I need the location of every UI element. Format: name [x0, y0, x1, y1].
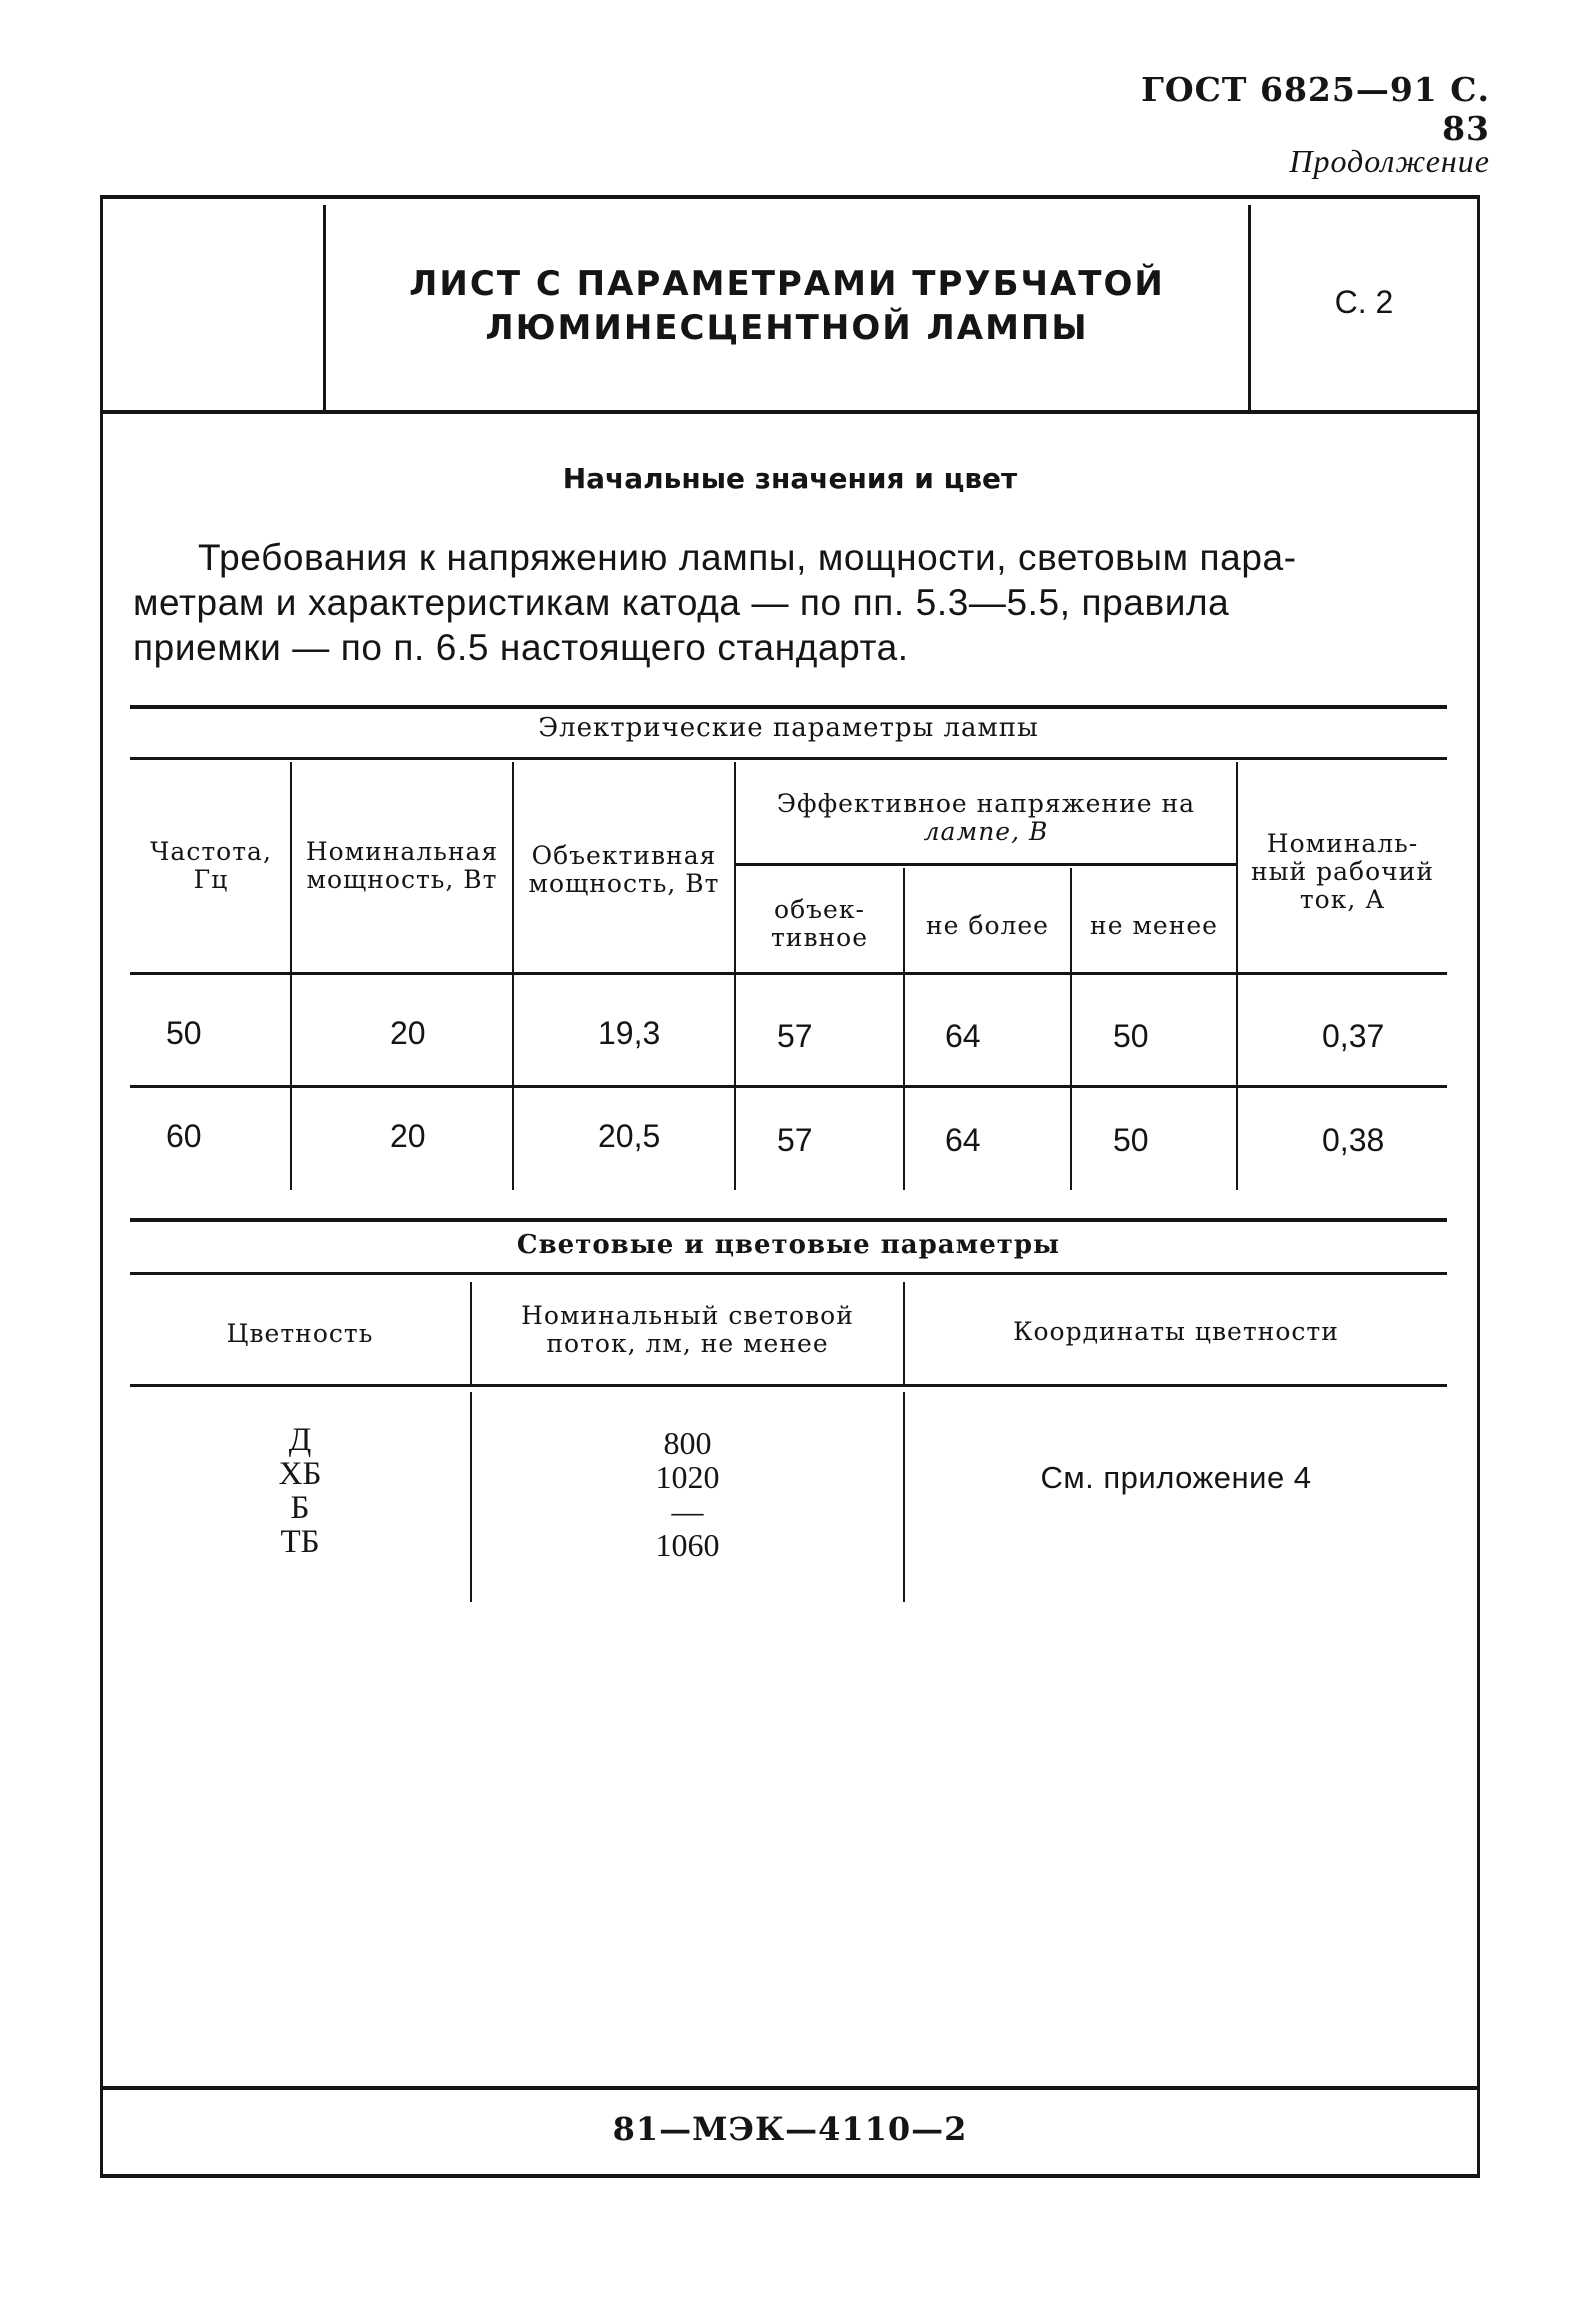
row2-current: 0,38	[1322, 1122, 1385, 1158]
header-voltage-min: не менее	[1090, 911, 1218, 940]
row1-frequency: 50	[166, 1015, 202, 1051]
header-voltage-group-line1: Эффективное напряжение на	[776, 789, 1196, 818]
voltage-group-rule	[736, 863, 1236, 866]
row2-voltage-objective: 57	[777, 1122, 813, 1158]
header-frequency-line2: Гц	[193, 865, 229, 894]
header-nominal-power-line1: Номинальная	[305, 837, 499, 866]
flux-list	[472, 1426, 903, 1562]
sheet-title	[326, 262, 1248, 350]
intro-line-2: метрам и характеристикам катода — по пп. 5.3—5.5, правила	[133, 582, 1230, 623]
color-item: Д	[288, 1422, 312, 1458]
col-divider-6	[1236, 762, 1238, 1190]
intro-paragraph	[133, 535, 1463, 670]
color-item: ТБ	[280, 1524, 320, 1560]
header-flux-line2: поток, лм, не менее	[546, 1329, 829, 1358]
header-current-line2: ный рабочий	[1250, 857, 1435, 886]
header-voltage-objective-line2: тивное	[770, 923, 869, 952]
header-flux	[472, 1302, 903, 1358]
footer-top-rule	[100, 2086, 1480, 2090]
standard-page-number: ГОСТ 6825—91 С. 83	[1141, 70, 1490, 148]
coords-note: См. приложение 4	[1040, 1460, 1312, 1495]
sheet-number: С. 2	[1334, 284, 1394, 320]
header-voltage-max: не более	[926, 911, 1049, 940]
row1-nominal-power: 20	[390, 1015, 426, 1051]
header-nominal-power	[292, 838, 512, 894]
header-voltage-group	[736, 790, 1236, 846]
continuation-label: Продолжение	[1289, 143, 1490, 179]
header-objective-power	[514, 842, 734, 898]
row2-nominal-power: 20	[390, 1118, 426, 1154]
row1-voltage-objective: 57	[777, 1018, 813, 1054]
sheet-title-line2: ЛЮМИНЕСЦЕНТНОЙ ЛАМПЫ	[485, 308, 1089, 348]
frame-bottom	[100, 2174, 1480, 2178]
header-current-line1: Номиналь-	[1266, 829, 1419, 858]
flux-item: —	[671, 1493, 704, 1529]
header-color: Цветность	[226, 1319, 374, 1348]
electrical-header-rule	[130, 972, 1447, 975]
header-frequency-line1: Частота,	[150, 837, 272, 866]
row2-voltage-min: 50	[1113, 1122, 1149, 1158]
color-item: Б	[290, 1490, 310, 1526]
row2-frequency: 60	[166, 1118, 202, 1154]
header-coords: Координаты цветности	[1013, 1317, 1339, 1346]
footer-code: 81—МЭК—4110—2	[612, 2110, 968, 2148]
flux-item: 1020	[655, 1459, 720, 1495]
light-header-rule	[130, 1384, 1447, 1387]
electrical-table-top	[130, 705, 1447, 709]
row2-voltage-max: 64	[945, 1122, 981, 1158]
row1-voltage-max: 64	[945, 1018, 981, 1054]
row-separator	[130, 1085, 1447, 1088]
row2-objective-power: 20,5	[598, 1118, 661, 1154]
light-table-caption: Световые и цветовые параметры	[516, 1230, 1061, 1260]
intro-line-3: приемки — по п. 6.5 настоящего стандарта.	[133, 627, 909, 668]
header-current	[1238, 830, 1447, 914]
intro-line-1: Требования к напряжению лампы, мощности, световым пара-	[198, 537, 1297, 578]
title-block-bottom	[100, 410, 1480, 414]
sheet-title-line1: ЛИСТ С ПАРАМЕТРАМИ ТРУБЧАТОЙ	[409, 264, 1165, 304]
color-list	[130, 1423, 470, 1559]
light-body-divider-2	[903, 1392, 905, 1602]
header-voltage-group-line2: лампе, В	[923, 817, 1049, 846]
header-objective-power-line1: Объективная	[531, 841, 717, 870]
light-caption-rule	[130, 1272, 1447, 1275]
section-heading: Начальные значения и цвет	[562, 462, 1018, 495]
header-current-line3: ток, А	[1299, 885, 1386, 914]
row1-current: 0,37	[1322, 1018, 1385, 1054]
color-item: ХБ	[278, 1456, 322, 1492]
header-voltage-objective-line1: объек-	[774, 895, 865, 924]
header-objective-power-line2: мощность, Вт	[528, 869, 720, 898]
header-flux-line1: Номинальный световой	[521, 1301, 854, 1330]
row1-voltage-min: 50	[1113, 1018, 1149, 1054]
flux-item: 800	[663, 1425, 712, 1461]
header-frequency	[132, 838, 290, 894]
header-nominal-power-line2: мощность, Вт	[306, 865, 498, 894]
row1-objective-power: 19,3	[598, 1015, 661, 1051]
flux-item: 1060	[655, 1527, 720, 1563]
frame-top	[100, 195, 1480, 199]
electrical-caption-rule	[130, 757, 1447, 760]
col-divider-1	[290, 762, 292, 1190]
electrical-table-caption: Электрические параметры лампы	[538, 713, 1039, 743]
header-voltage-objective	[736, 896, 903, 952]
col-divider-2	[512, 762, 514, 1190]
light-table-top	[130, 1218, 1447, 1222]
